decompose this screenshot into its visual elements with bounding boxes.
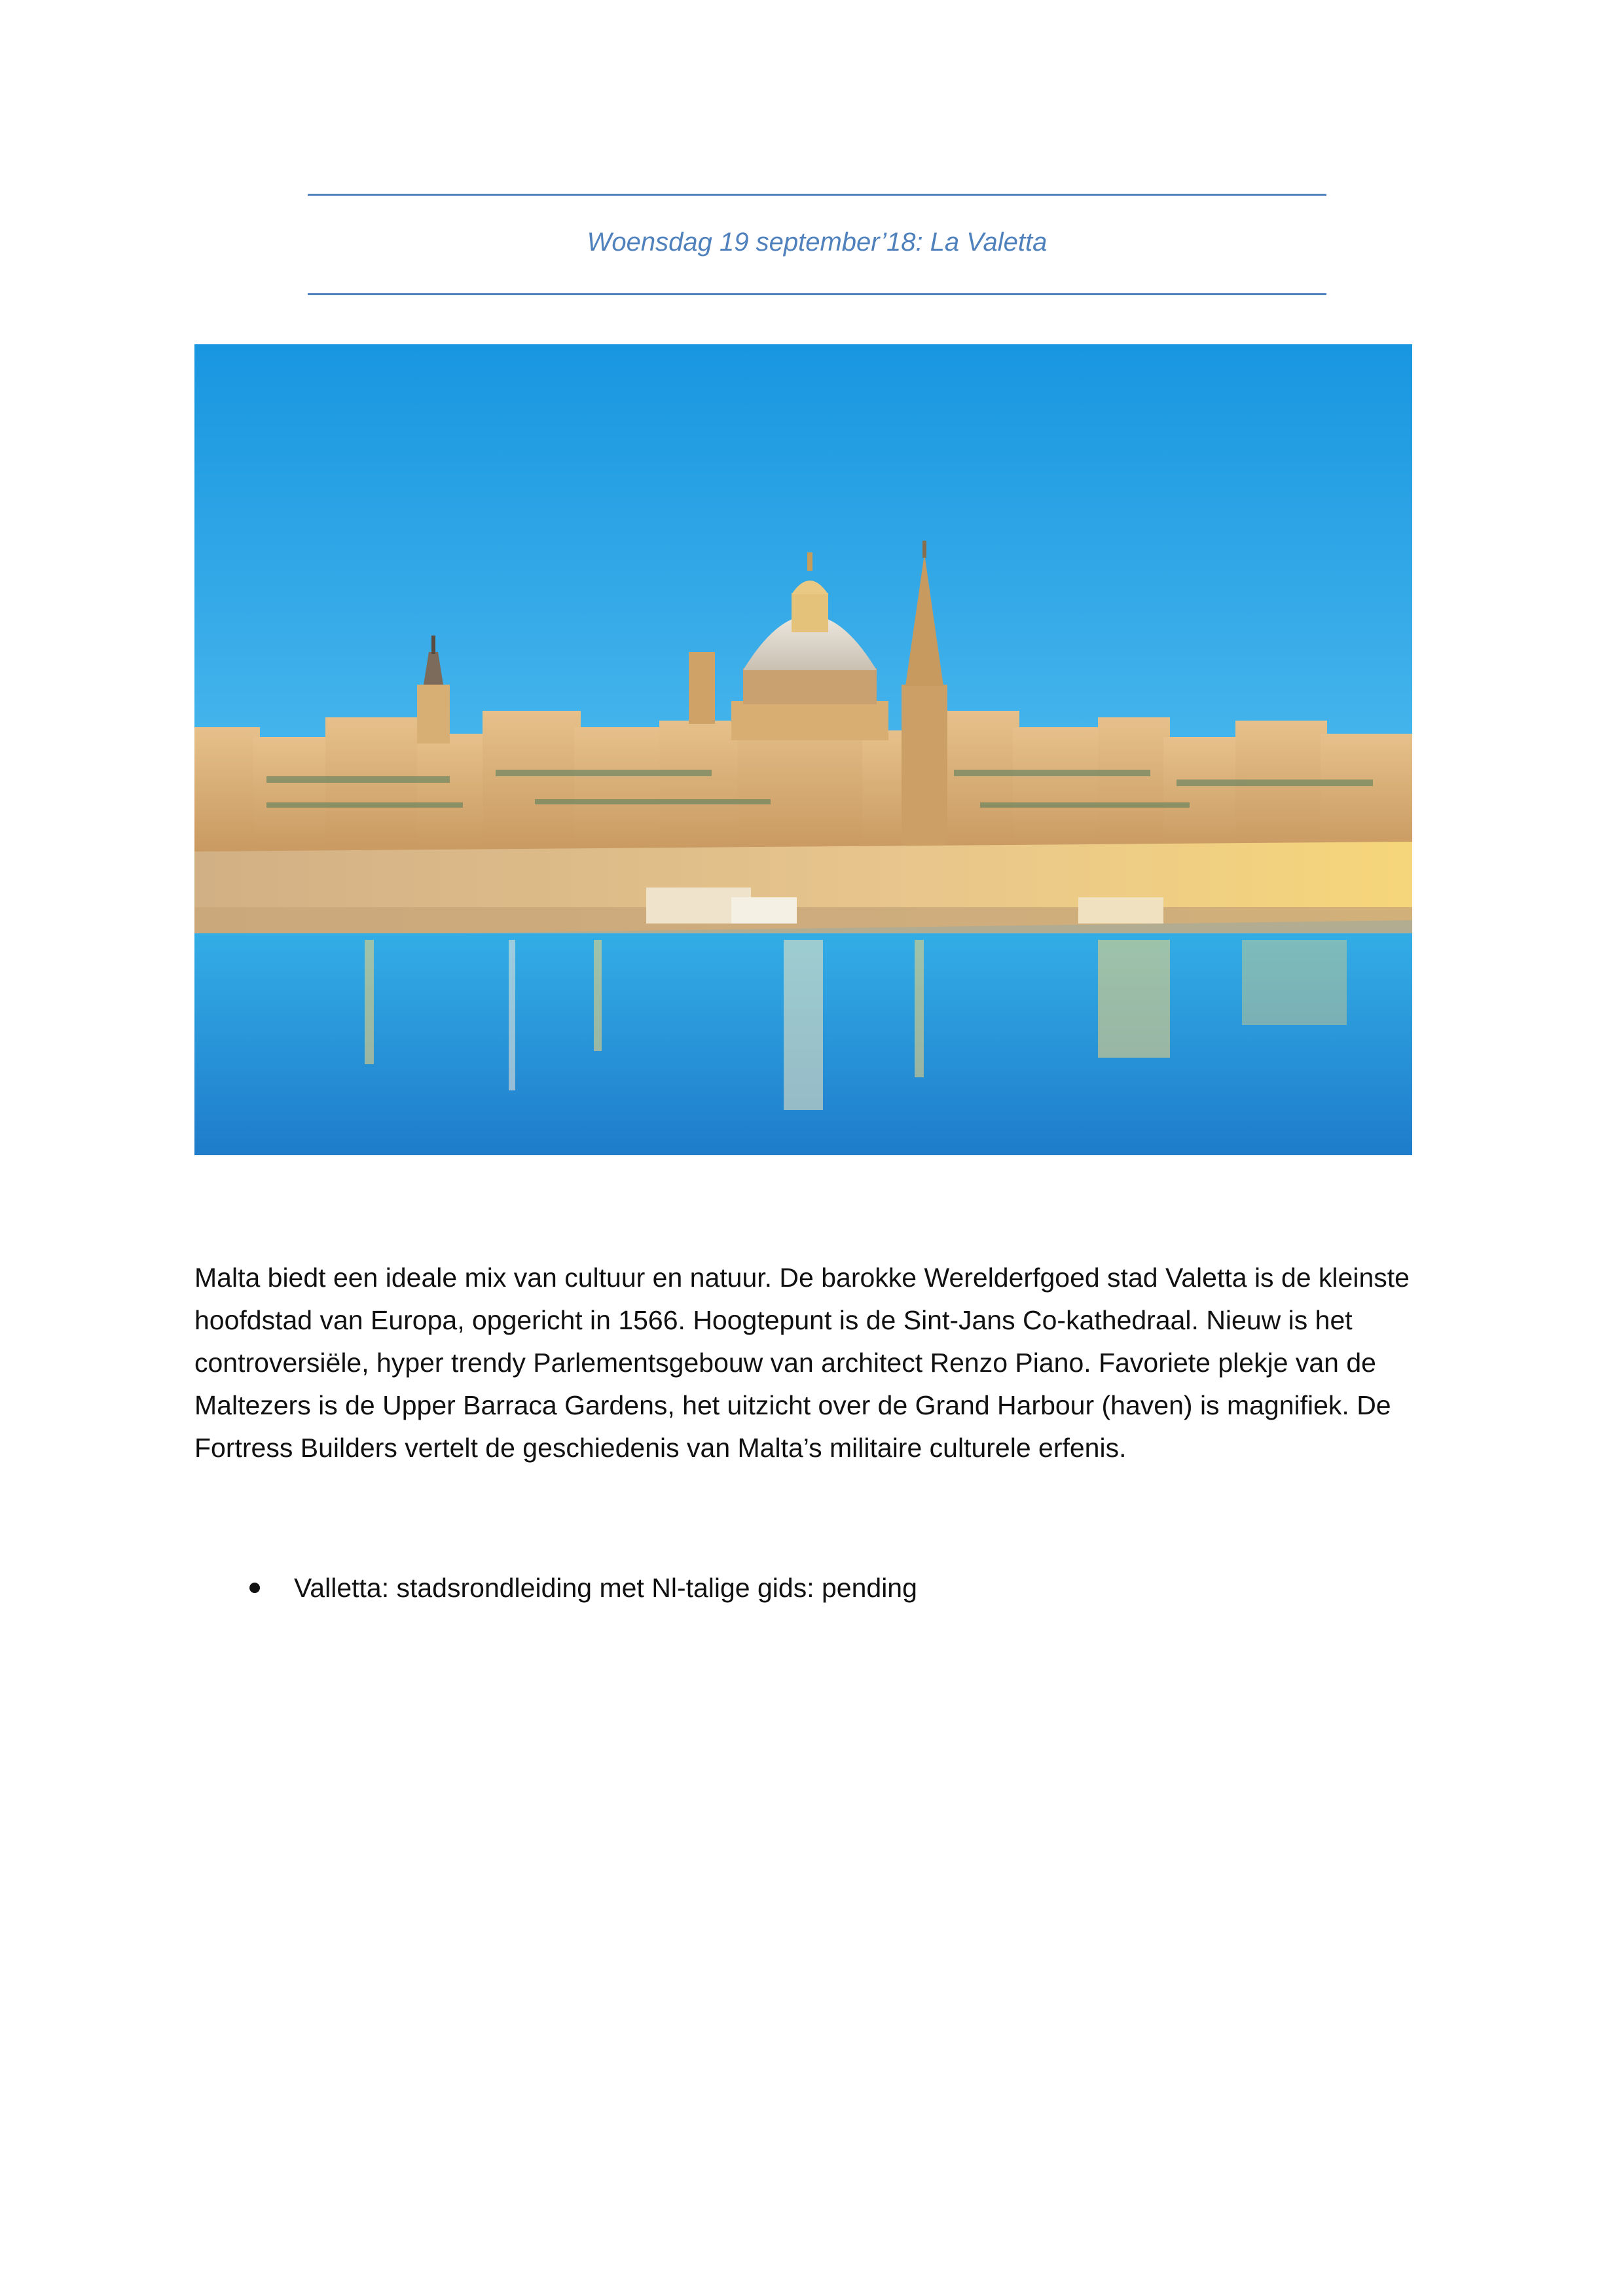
list-item-text: Valletta: stadsrondleiding met Nl-talige gids: pending — [294, 1573, 917, 1603]
list-item — [194, 1567, 1438, 1609]
heading-rule-bottom — [308, 293, 1326, 295]
valletta-skyline-illustration — [194, 344, 1412, 1155]
heading-rule-top — [308, 194, 1326, 196]
valletta-skyline-photo — [194, 344, 1412, 1155]
page-heading: Woensdag 19 september’18: La Valetta — [587, 228, 1048, 257]
intro-paragraph: Malta biedt een ideale mix van cultuur en natuur. De barokke Werelderfgoed stad Valetta is de kleinste hoofdstad van Europa, opgericht in 1566. Hoogtepunt is de Sint-Jans Co-kathedraal. Nieuw is het controversiële, hyper trendy Parlementsgebouw van architect Renzo Piano. Favoriete plekje van de Maltezers is de Upper Barraca Gardens, het uitzicht over de Grand Harbour (haven) is magnifiek. De Fortress Builders vertelt de geschiedenis van Malta’s militaire culturele erfenis. — [194, 1263, 1410, 1463]
city-fortification-wall — [194, 842, 1412, 937]
bullet-list — [194, 1567, 1438, 1609]
bullet-icon — [249, 1583, 260, 1593]
